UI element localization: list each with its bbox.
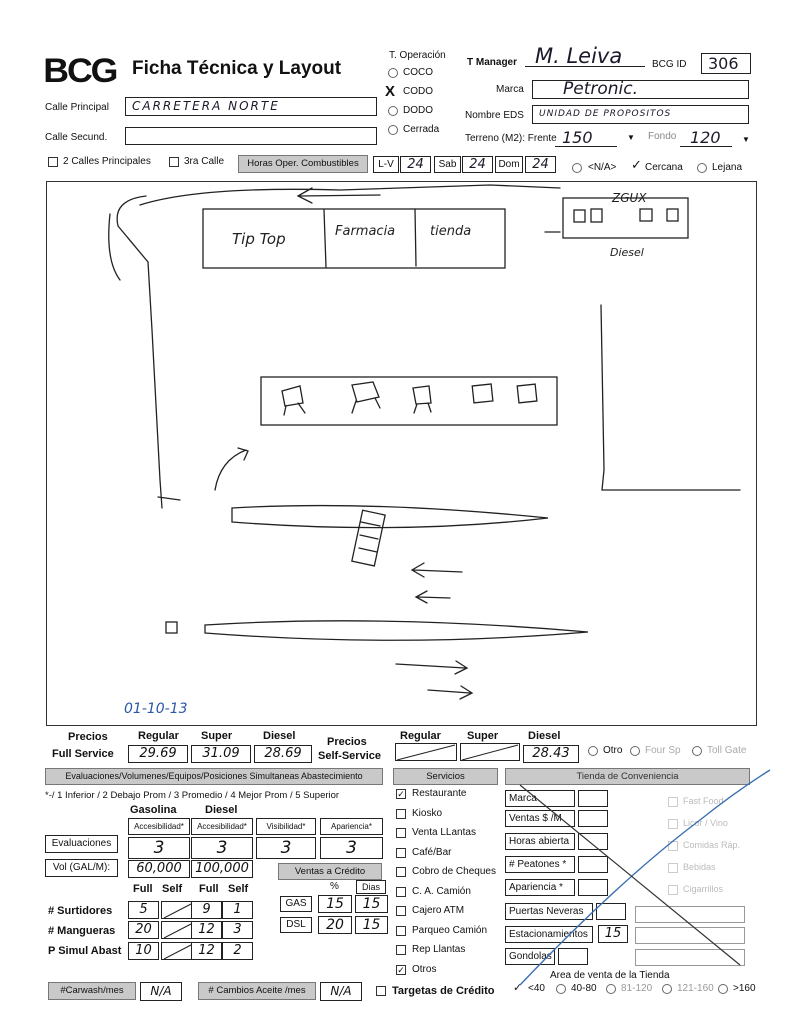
self-super-strike	[460, 743, 520, 761]
servicio-label-7: Parqueo Camión	[412, 924, 488, 936]
area-option-label-1: 40-80	[571, 983, 597, 994]
op-coco-label: COCO	[403, 67, 433, 78]
arrow-right-2	[428, 686, 472, 699]
equip-cell-mangueras-0[interactable]: 20	[128, 921, 159, 939]
servicio-label-0: Restaurante	[412, 788, 467, 799]
tarjetas-checkbox[interactable]	[376, 986, 386, 996]
equip-strike-simul	[162, 943, 192, 960]
dom-label: Dom	[498, 159, 520, 170]
diesel-pump-2	[591, 209, 602, 222]
scale-legend: *-/ 1 Inferior / 2 Debajo Prom / 3 Promedio / 4 Mejor Prom / 5 Superior	[45, 790, 340, 801]
arrow-left-mid-2	[416, 591, 450, 603]
bcg-logo: BCG	[43, 52, 117, 90]
pump-1	[282, 386, 305, 415]
precios-full-label-1: Precios	[68, 731, 108, 743]
regular-label-self: Regular	[400, 730, 441, 742]
island-lens-1	[232, 506, 548, 528]
marca-label: Marca	[496, 84, 524, 95]
self-diesel-field[interactable]: 28.43	[523, 745, 579, 763]
tienda-side-label-3: Bebidas	[683, 862, 716, 872]
tienda-field-input-7[interactable]	[558, 948, 588, 965]
gas-dias-field[interactable]: 15	[355, 895, 388, 913]
equip-cell-simul-2[interactable]: 12	[191, 942, 222, 960]
carwash-field[interactable]: N/A	[140, 982, 182, 1001]
gasolina-label: Gasolina	[130, 804, 177, 816]
nombre-eds-label: Nombre EDS	[465, 110, 524, 121]
tienda-field-text-4: Apariencia *	[509, 882, 563, 893]
tercera-calle-label: 3ra Calle	[184, 156, 225, 167]
nombre-eds-value: UNIDAD DE PROPOSITOS	[539, 109, 672, 119]
left-arrow-curve	[215, 448, 248, 490]
right-wall	[601, 305, 740, 490]
full-super-field[interactable]: 31.09	[191, 745, 251, 763]
cercana-label: Cercana	[645, 162, 683, 173]
shop-label-2: Farmacia	[335, 224, 396, 239]
na-label: <N/A>	[588, 162, 617, 173]
tienda-field-text-3: # Peatones *	[509, 859, 567, 870]
servicio-checkbox-8[interactable]	[396, 945, 406, 955]
area-option-check-0[interactable]: ✓	[513, 982, 523, 994]
diesel-label-full: Diesel	[263, 730, 296, 742]
sab-field[interactable]: 24	[462, 156, 493, 173]
top-right-label: ZGUX	[612, 191, 647, 205]
surtidores-label: # Surtidores	[48, 905, 113, 917]
servicio-checkbox-1[interactable]	[396, 809, 406, 819]
tienda-field-label-4	[505, 879, 575, 896]
full-diesel-field[interactable]: 28.69	[254, 745, 312, 763]
servicio-checkbox-2[interactable]	[396, 828, 406, 838]
area-option-label-3: 121-160	[677, 983, 714, 994]
dos-calles-label: 2 Calles Principales	[63, 156, 151, 167]
dsl-pct-field[interactable]: 20	[318, 916, 352, 934]
equip-strike-surtidores	[162, 902, 192, 919]
page-title: Ficha Técnica y Layout	[132, 58, 342, 79]
self-service-label: Self-Service	[318, 750, 381, 762]
full-label-dsl: Full	[199, 883, 219, 895]
shop-label-1: Tip Top	[232, 230, 286, 248]
pump-4	[472, 384, 493, 403]
mangueras-label: # Mangueras	[48, 925, 116, 937]
tienda-header[interactable]: Tienda de Conveniencia	[505, 768, 750, 785]
servicio-checkbox-7[interactable]	[396, 926, 406, 936]
tienda-field-label-3	[505, 856, 575, 873]
servicio-label-8: Rep Llantas	[412, 944, 466, 955]
tienda-side-checkbox-2[interactable]	[668, 841, 678, 851]
equip-cell-surtidores-2[interactable]: 9	[191, 901, 222, 919]
servicio-checkbox-0[interactable]: ✓	[397, 789, 405, 799]
equip-cell-simul-1[interactable]	[161, 942, 192, 960]
servicio-label-3: Café/Bar	[412, 846, 452, 858]
t-manager-label: T Manager	[467, 57, 518, 68]
calle-secund-label: Calle Secund.	[45, 132, 108, 143]
col-visibilidad: Visibilidad*	[256, 818, 316, 835]
evaluaciones-label: Evaluaciones	[51, 838, 112, 849]
horas-oper-button[interactable]: Horas Oper. Combustibles	[238, 155, 368, 173]
pump-2	[352, 382, 380, 413]
col-apariencia: Apariencia*	[320, 818, 383, 835]
tienda-side-checkbox-1[interactable]	[668, 819, 678, 829]
radio-cercana-checked[interactable]: ✓	[631, 157, 642, 172]
terreno-label: Terreno (M2): Frente	[465, 133, 557, 144]
eval-field-3[interactable]: 3	[256, 837, 316, 859]
tienda-field-input-3[interactable]	[578, 856, 608, 873]
tienda-field-text-0: Marca	[509, 793, 537, 804]
gas-label-box	[280, 896, 312, 912]
tienda-field-label-7	[505, 948, 555, 965]
arrow-right-1	[396, 661, 467, 674]
vol-label: Vol (GAL/M):	[52, 862, 111, 873]
simul-label: P Simul Abast	[48, 945, 122, 957]
equip-cell-surtidores-1[interactable]	[161, 901, 192, 919]
servicio-label-5: C. A. Camión	[412, 885, 471, 897]
servicio-label-6: Cajero ATM	[412, 905, 465, 916]
evaluaciones-header[interactable]: Evaluaciones/Volumenes/Equipos/Posiciones Simultaneas Abastecimiento	[45, 768, 383, 785]
dsl-label: DSL	[286, 919, 306, 930]
bcg-id-label: BCG ID	[652, 59, 687, 70]
island-lens-2	[205, 621, 588, 640]
self-label-gas: Self	[162, 883, 183, 895]
calle-principal-label: Calle Principal	[45, 102, 109, 113]
toll-label: Toll Gate	[707, 745, 747, 756]
strike-line	[164, 924, 191, 938]
diesel-eval-label: Diesel	[205, 804, 238, 816]
shop-divider-2	[415, 209, 416, 266]
tienda-side-label-1: Licor / Vino	[683, 818, 728, 828]
radio-otro[interactable]	[588, 746, 598, 756]
cambios-field[interactable]: N/A	[320, 982, 362, 1001]
fondo-value[interactable]: 120	[690, 128, 721, 147]
tienda-field-input-4[interactable]	[578, 879, 608, 896]
diesel-pump-3	[640, 209, 652, 221]
diesel-pump-4	[667, 209, 678, 221]
small-square	[166, 622, 177, 633]
tienda-field-label-0	[505, 790, 575, 807]
carwash-button[interactable]: #Carwash/mes	[48, 982, 136, 1000]
tienda-side-label-4: Cigarrillos	[683, 884, 724, 894]
servicios-header[interactable]: Servicios	[393, 768, 498, 785]
vol-dsl-field[interactable]: 100,000	[191, 860, 253, 878]
frente-dropdown-icon[interactable]: ▼	[627, 133, 635, 142]
area-option-radio-1[interactable]	[556, 984, 566, 994]
servicio-checkbox-9[interactable]: ✓	[397, 964, 405, 975]
estacionamientos-value[interactable]: 15	[598, 925, 628, 943]
servicio-label-4: Cobro de Cheques	[412, 866, 496, 877]
dsl-label-box	[280, 917, 312, 933]
radio-toll[interactable]	[692, 746, 702, 756]
tienda-side-checkbox-3[interactable]	[668, 863, 678, 873]
tienda-field-label-5	[505, 903, 593, 920]
full-regular-field[interactable]: 29.69	[128, 745, 188, 763]
left-curve	[117, 196, 162, 508]
op-dodo-label: DODO	[403, 105, 433, 116]
equip-cell-simul-0[interactable]: 10	[128, 942, 159, 960]
left-curve-2	[109, 214, 120, 280]
area-option-radio-3[interactable]	[662, 984, 672, 994]
dsl-dias-field[interactable]: 15	[355, 916, 388, 934]
eval-field-2[interactable]: 3	[191, 837, 253, 859]
equip-cell-mangueras-1[interactable]	[161, 921, 192, 939]
vol-gas-field[interactable]: 60,000	[128, 860, 190, 878]
frente-value[interactable]: 150	[562, 128, 593, 147]
equip-strike-mangueras	[162, 922, 192, 939]
lv-field[interactable]: 24	[400, 156, 431, 173]
tienda-field-text-6: Estacionamientos	[509, 929, 588, 940]
area-option-label-0: <40	[528, 983, 545, 994]
vehicle-lines	[359, 522, 380, 552]
t-manager-value: M. Leiva	[535, 44, 623, 68]
tienda-field-label-1	[505, 810, 575, 827]
full-service-label: Full Service	[52, 748, 114, 760]
tienda-field-text-1: Ventas $ /M	[509, 813, 562, 824]
tienda-side-checkbox-0[interactable]	[668, 797, 678, 807]
island-pumps	[261, 377, 557, 425]
area-option-label-4: >160	[733, 983, 756, 994]
area-option-radio-4[interactable]	[718, 984, 728, 994]
tarjetas-label: Targetas de Crédito	[392, 985, 495, 997]
pump-5	[517, 384, 537, 403]
radio-codo-checked[interactable]: X	[385, 83, 396, 100]
evaluaciones-label-box	[45, 835, 118, 853]
regular-label-full: Regular	[138, 730, 179, 742]
servicio-checkbox-4[interactable]	[396, 867, 406, 877]
self-regular-strike	[395, 743, 457, 761]
tienda-extra-box-2[interactable]	[635, 949, 745, 966]
layout-date: 01-10-13	[124, 701, 188, 717]
col-accesibilidad-2: Accesibilidad*	[191, 818, 253, 835]
fuel-label: Diesel	[610, 246, 644, 259]
super-label-full: Super	[201, 730, 233, 742]
tienda-field-text-2: Horas abierta	[509, 836, 570, 847]
tienda-extra-box-1[interactable]	[635, 927, 745, 944]
area-option-label-2: 81-120	[621, 983, 653, 994]
ventas-credito-header[interactable]: Ventas a Crédito	[278, 863, 382, 880]
arrow-left-mid-1	[412, 563, 462, 577]
tienda-side-checkbox-4[interactable]	[668, 885, 678, 895]
col-accesibilidad-1: Accesibilidad*	[128, 818, 190, 835]
tienda-field-input-0[interactable]	[578, 790, 608, 807]
diesel-label-self: Diesel	[528, 730, 561, 742]
lv-label: L-V	[378, 159, 394, 170]
area-venta-label: Area de venta de la Tienda	[550, 970, 670, 981]
servicio-checkbox-6[interactable]	[396, 906, 406, 916]
diesel-pump-1	[574, 210, 585, 222]
op-codo-label: CODO	[403, 86, 433, 97]
strike-line	[164, 904, 191, 918]
calle-principal-value: CARRETERA NORTE	[132, 99, 280, 113]
four-label: Four Sp	[645, 745, 681, 756]
equip-cell-surtidores-0[interactable]: 5	[128, 901, 159, 919]
dom-field[interactable]: 24	[525, 156, 556, 173]
tienda-side-label-2: Comidas Ráp.	[683, 840, 741, 850]
precios-self-label-1: Precios	[327, 736, 367, 748]
pump-3	[413, 386, 431, 413]
equip-cell-surtidores-3[interactable]: 1	[222, 901, 253, 919]
area-option-radio-2[interactable]	[606, 984, 616, 994]
fondo-label: Fondo	[648, 131, 677, 142]
self-label-dsl: Self	[228, 883, 249, 895]
servicio-label-1: Kiosko	[412, 807, 443, 819]
eval-field-1[interactable]: 3	[128, 837, 190, 859]
tienda-extra-box-0[interactable]	[635, 906, 745, 923]
vol-label-box	[45, 859, 118, 877]
marca-value: Petronic.	[563, 79, 639, 99]
equip-cell-mangueras-3[interactable]: 3	[222, 921, 253, 939]
servicio-label-9: Otros	[412, 963, 437, 975]
tienda-field-text-7: Gondolas	[509, 951, 552, 962]
vehicle	[352, 510, 385, 566]
shop-label-3: tienda	[430, 224, 472, 239]
eval-field-4[interactable]: 3	[320, 837, 383, 859]
servicio-label-2: Venta LLantas	[412, 827, 476, 838]
equip-cell-mangueras-2[interactable]: 12	[191, 921, 222, 939]
dias-label-box	[356, 880, 386, 894]
strike-line	[164, 945, 191, 959]
tienda-field-input-2[interactable]	[578, 833, 608, 850]
servicio-checkbox-3[interactable]	[396, 848, 406, 858]
full-label-gas: Full	[133, 883, 153, 895]
t-operacion-label: T. Operación	[389, 50, 446, 61]
tienda-field-label-2	[505, 833, 575, 850]
pct-label: %	[330, 881, 339, 892]
tienda-field-text-5: Puertas Neveras	[509, 906, 584, 917]
bcg-id-value: 306	[708, 54, 739, 73]
tienda-field-input-1[interactable]	[578, 810, 608, 827]
radio-four[interactable]	[630, 746, 640, 756]
sab-label: Sab	[438, 159, 457, 170]
op-cerrada-label: Cerrada	[403, 124, 440, 135]
lejana-label: Lejana	[712, 162, 743, 173]
servicio-checkbox-5[interactable]	[396, 887, 406, 897]
tienda-field-label-6	[505, 926, 593, 943]
shop-divider-1	[324, 210, 326, 267]
dias-label: Dias	[361, 882, 380, 892]
cambios-aceite-button[interactable]: # Cambios Aceite /mes	[198, 982, 316, 1000]
tienda-field-input-5[interactable]	[596, 903, 626, 920]
otro-label: Otro	[603, 745, 623, 756]
super-label-self: Super	[467, 730, 499, 742]
gas-pct-field[interactable]: 15	[318, 895, 352, 913]
gas-label: GAS	[285, 898, 307, 909]
equip-cell-simul-3[interactable]: 2	[222, 942, 253, 960]
tienda-side-label-0: Fast Food	[683, 796, 724, 806]
fondo-dropdown-icon[interactable]: ▼	[742, 135, 750, 144]
